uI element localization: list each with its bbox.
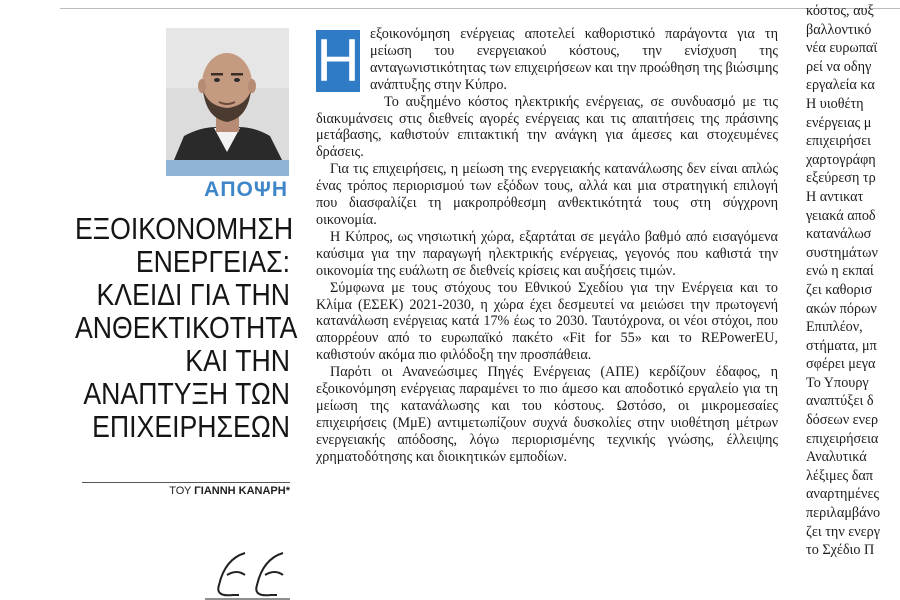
right-column-line: Η αντικατ [806,188,864,205]
right-column-line: Το Υπουργ [806,374,869,391]
dropcap: Η [316,27,360,94]
right-column-line: ακών πόρων [806,300,877,317]
right-column-line: ρεί να οδηγ [806,58,872,75]
right-column-line: δόσεων ενερ [806,412,879,429]
right-column-line: ζει την ενεργ [806,523,880,540]
right-column-clip [800,0,900,600]
right-column-line: αναρτημένες [806,486,880,503]
headline [75,211,298,444]
right-column-line: νέα ευρωπαϊ [806,40,878,57]
right-column-line: εξεύρεση τρ [806,170,876,187]
right-column-line: ενώ η εκπαί [806,263,874,280]
section-accent-bar [166,160,289,176]
byline-rule [82,482,290,483]
right-column-line: λέξιμες δαπ [806,467,873,484]
right-column-line: Επιπλέον, [806,319,863,336]
right-column-line: χαρτογράφη [806,151,876,168]
author-photo [166,28,289,160]
headline-line: ΕΞΟΙΚΟΝΟΜΗΣΗ [75,211,294,246]
right-column-line: Αναλυτικά [806,449,867,466]
article-paragraph: Παρότι οι Ανανεώσιμες Πηγές Ενέργειας (ΑΠΕ) κερδίζουν έδαφος, η εξοικονόμηση ενέργειας παραμένει το πιο άμεσο και αποδοτικό εργαλείο για τη μείωση της κατανάλωσης και του κόστους. Ωστόσο, οι μικρομεσαίες επιχειρήσεις (ΜμΕ) αντιμετωπίζουν συχνά δυσκολίες στην υιοθέτηση μέτρων ενεργειακής απόδοσης, λόγω περιορισμένης τεχνικής γνώσης, έλλειψης χρηματοδότησης και διοικητικών εμποδίων. [316,364,778,465]
quote-marks-icon [205,545,290,600]
article-paragraph: Το αυξημένο κόστος ηλεκτρικής ενέργειας, σε συνδυασμό με τις διακυμάνσεις στις διεθνείς αγορές ενέργειας και τις απαιτήσεις της πράσινης μετάβασης, καθιστούν επιτακτική την ανάγκη για άμεσες και στοχευμένες δράσεις. [316,93,778,161]
right-column-line: ζει καθορισ [806,281,873,298]
right-column-line: αναπτύξει δ [806,393,874,410]
headline-line: ΑΝΑΠΤΥΞΗ ΤΩΝ [83,376,290,411]
article-body [316,26,778,466]
article-paragraph: Για τις επιχειρήσεις, η μείωση της ενεργειακής κατανάλωσης δεν είναι απλώς ένας τρόπος περιορισμού των εξόδων τους, αλλά και μια στρατηγική επιλογή που διασφαλίζει τη μακροπρόθεσμη ανθεκτικότητά τους στη σύγχρονη οικονομία. [316,161,778,228]
right-column-line: το Σχέδιο Π [806,542,875,559]
byline-prefix: ΤΟΥ [169,485,192,497]
right-column-line: σφέρει μεγα [806,356,876,373]
right-column-line: Η υιοθέτη [806,95,864,112]
section-label: ΑΠΟΨΗ [204,178,288,201]
right-column-line: επιχειρήσει [806,133,871,150]
byline-author: ΓΙΑΝΝΗ ΚΑΝΑΡΗ* [194,485,290,497]
headline-line: ΑΝΘΕΚΤΙΚΟΤΗΤΑ [75,310,298,345]
headline-line: ΕΠΙΧΕΙΡΗΣΕΩΝ [92,409,290,444]
top-rule [60,8,900,9]
right-column-line: εργαλεία κα [806,77,875,94]
article-paragraph: Σύμφωνα με τους στόχους του Εθνικού Σχεδίου για την Ενέργεια και το Κλίμα (ΕΣΕΚ) 2021-2030, η χώρα έχει δεσμευτεί να μειώσει την πρωτογενή κατανάλωση ενέργειας κατά 17% έως το 2030. Ταυτόχρονα, οι νέοι στόχοι, που απορρέουν από το ευρωπαϊκό πακέτο «Fit for 55» και το REPowerEU, καθιστούν ακόμα πιο φιλόδοξη την προσπάθεια. [316,279,778,364]
right-column-line: επιχειρήσεια [806,430,879,447]
right-column-line: στήματα, μπ [806,337,877,354]
article-paragraph: εξοικονόμηση ενέργειας αποτελεί καθοριστικό παράγοντα για τη μείωση του ενεργειακού κόστους, την ενίσχυση της ανταγωνιστικότητας των επιχειρήσεων και την προώθηση της βιώσιμης ανάπτυξης στην Κύπρο. [370,26,778,93]
right-column-line: ενέργειας μ [806,114,872,131]
right-column-line: γειακά αποδ [806,207,876,224]
right-column-line: περιλαμβάνο [806,505,881,522]
right-column [806,2,900,560]
right-column-line: κόστος, αυξ [806,3,874,19]
headline-line: ΕΝΕΡΓΕΙΑΣ: [135,244,290,279]
author-portrait-icon [166,28,289,160]
right-column-line: συστημάτων [806,244,878,261]
article-paragraph: Η Κύπρος, ως νησιωτική χώρα, εξαρτάται σε μεγάλο βαθμό από εισαγόμενα καύσιμα για την παραγωγή ηλεκτρικής ενέργειας, γεγονός που καθιστά την οικονομία της ευάλωτη σε διεθνείς κρίσεις και αυξήσεις τιμών. [316,228,778,279]
byline [169,485,290,497]
headline-line: ΚΑΙ ΤΗΝ [185,343,290,378]
right-column-line: βαλλοντικό [806,21,872,38]
right-column-line: κατανάλωσ [806,226,872,243]
headline-line: ΚΛΕΙΔΙ ΓΙΑ ΤΗΝ [96,277,290,312]
